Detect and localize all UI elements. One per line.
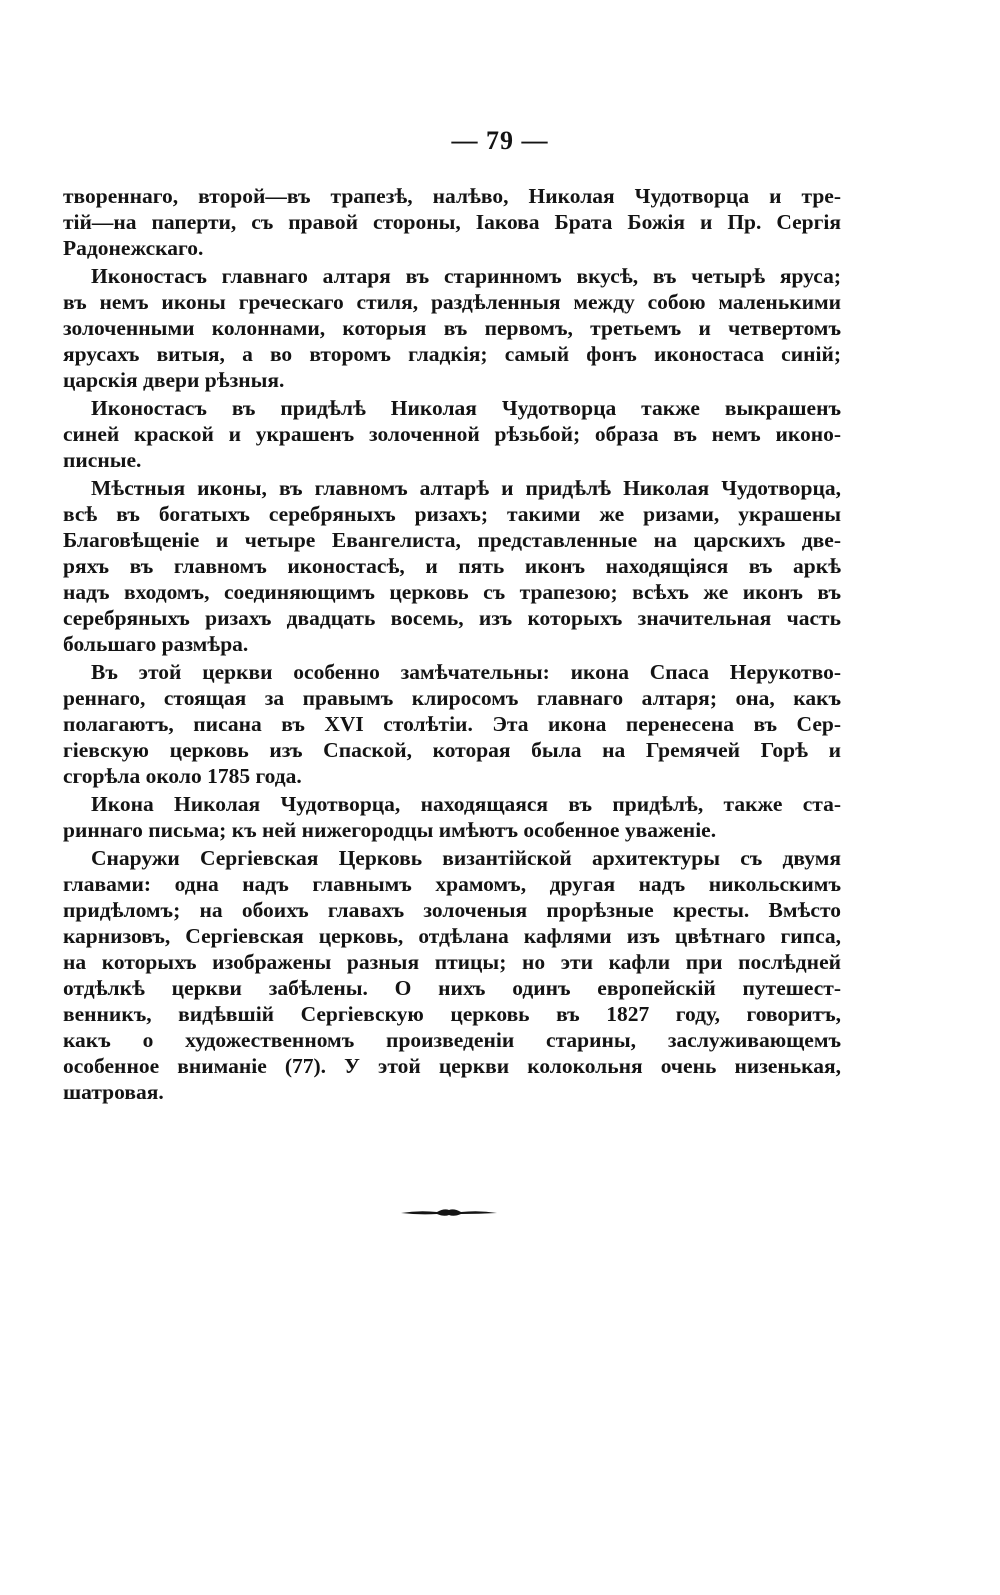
text-line: большаго размѣра. (63, 632, 249, 656)
text-line: Снаружи Сергіевская Церковь византійской архитектуры съ двумя (91, 846, 841, 870)
paragraph (63, 791, 841, 843)
paragraph (63, 659, 841, 789)
text-line: какъ о художественномъ произведеніи старины, заслуживающемъ (63, 1028, 841, 1052)
text-line: гіевскую церковь изъ Спаской, которая была на Гремячей Горѣ и (63, 738, 841, 762)
text-line: полагаютъ, писана въ XVI столѣтіи. Эта икона перенесена въ Сер- (63, 712, 841, 736)
text-line: синей краской и украшенъ золоченной рѣзьбой; образа въ немъ иконо- (63, 422, 841, 446)
paragraph (63, 395, 841, 473)
text-line: надъ входомъ, соединяющимъ церковь съ трапезою; всѣхъ же иконъ въ (63, 580, 841, 604)
text-line: тій—на паперти, съ правой стороны, Іакова Брата Божія и Пр. Сергія (63, 210, 841, 234)
end-ornament-icon (399, 1205, 499, 1221)
text-line: Благовѣщеніе и четыре Евангелиста, представленные на царскихъ две- (63, 528, 841, 552)
text-line: ярусахъ витыя, а во второмъ гладкія; самый фонъ иконостаса синій; (63, 342, 841, 366)
text-line: реннаго, стоящая за правымъ клиросомъ главнаго алтаря; она, какъ (63, 686, 841, 710)
text-line: придѣломъ; на обоихъ главахъ золоченыя прорѣзные кресты. Вмѣсто (63, 898, 841, 922)
text-line: въ немъ иконы греческаго стиля, раздѣленныя между собою маленькими (63, 290, 841, 314)
paragraph (63, 845, 841, 1105)
text-line: отдѣлкѣ церкви забѣлены. О нихъ одинъ европейскій путешест- (63, 976, 841, 1000)
text-line: риннаго письма; къ ней нижегородцы имѣютъ особенное уваженіе. (63, 818, 717, 842)
text-line: ряхъ въ главномъ иконостасѣ, и пять иконъ находящіяся въ аркѣ (63, 554, 841, 578)
body-text (63, 183, 841, 1105)
text-line: Мѣстныя иконы, въ главномъ алтарѣ и придѣлѣ Николая Чудотворца, (91, 476, 841, 500)
text-line: царскія двери рѣзныя. (63, 368, 285, 392)
text-line: Въ этой церкви особенно замѣчательны: икона Спаса Нерукотво- (91, 660, 841, 684)
text-line: твореннаго, второй—въ трапезѣ, налѣво, Николая Чудотворца и тре- (63, 184, 841, 208)
text-line: шатровая. (63, 1080, 164, 1104)
text-line: главами: одна надъ главнымъ храмомъ, другая надъ никольскимъ (63, 872, 841, 896)
text-line: Икона Николая Чудотворца, находящаяся въ придѣлѣ, также ста- (91, 792, 841, 816)
text-line: серебряныхъ ризахъ двадцать восемь, изъ которыхъ значительная часть (63, 606, 841, 630)
text-line: венникъ, видѣвшій Сергіевскую церковь въ 1827 году, говоритъ, (63, 1002, 841, 1026)
text-line: Иконостасъ въ придѣлѣ Николая Чудотворца также выкрашенъ (91, 396, 841, 420)
paragraph (63, 475, 841, 657)
paragraph (63, 183, 841, 261)
text-line: на которыхъ изображены разныя птицы; но эти кафли при послѣдней (63, 950, 841, 974)
text-line: всѣ въ богатыхъ серебряныхъ ризахъ; такими же ризами, украшены (63, 502, 841, 526)
text-line: Радонежскаго. (63, 236, 204, 260)
paragraph (63, 263, 841, 393)
text-line: карнизовъ, Сергіевская церковь, отдѣлана кафлями изъ цвѣтнаго гипса, (63, 924, 841, 948)
text-line: сгорѣла около 1785 года. (63, 764, 302, 788)
text-line: Иконостасъ главнаго алтаря въ старинномъ вкусѣ, въ четырѣ яруса; (91, 264, 841, 288)
text-line: особенное вниманіе (77). У этой церкви колокольня очень низенькая, (63, 1054, 841, 1078)
text-line: золоченными колоннами, которыя въ первомъ, третьемъ и четвертомъ (63, 316, 841, 340)
text-line: писные. (63, 448, 142, 472)
page-number: — 79 — (451, 126, 549, 155)
